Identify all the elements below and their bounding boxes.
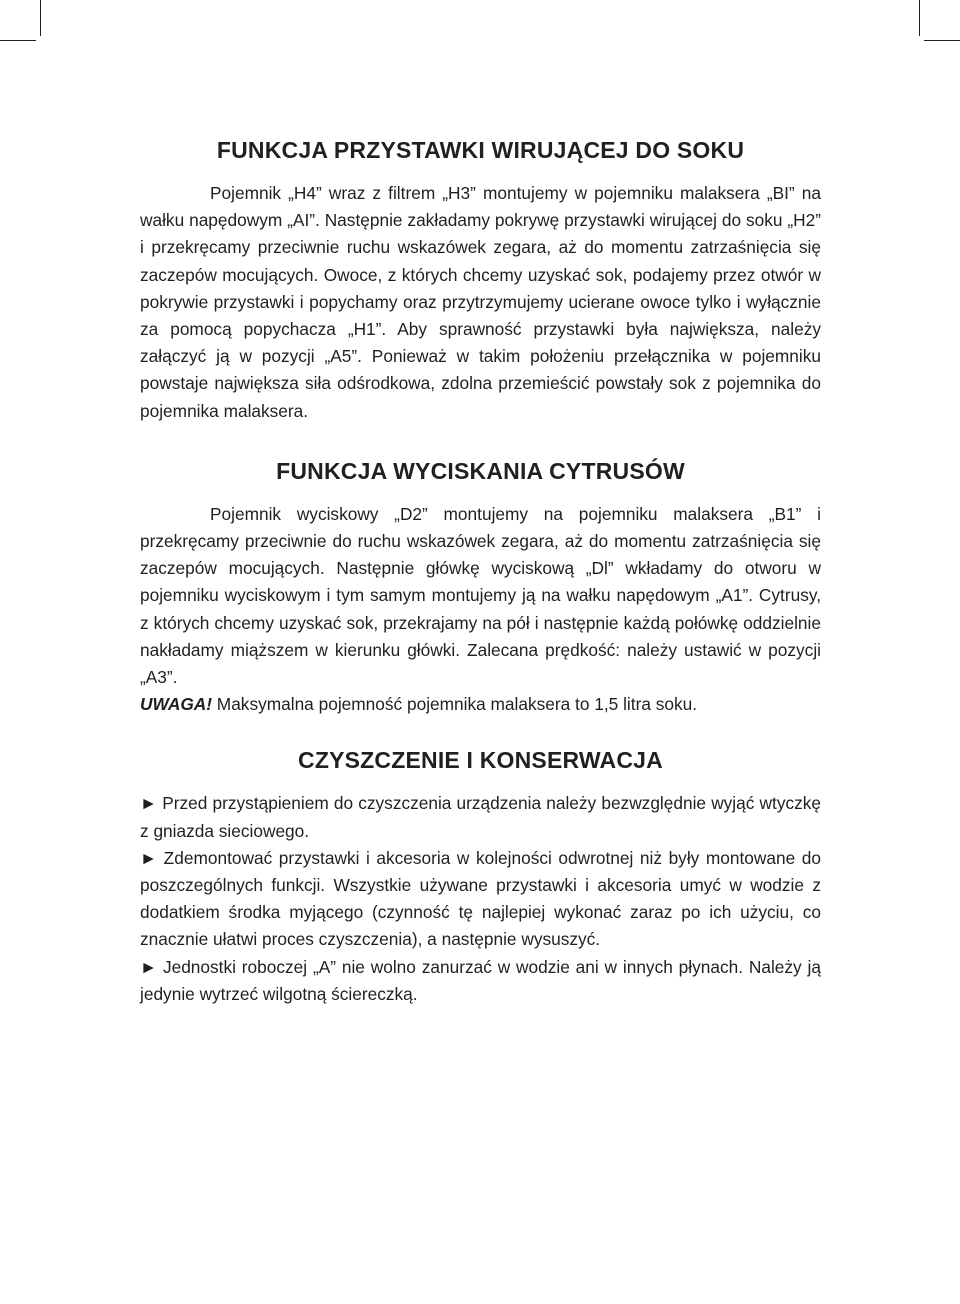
section-citrus-press <box>140 451 821 719</box>
section-title-cleaning: CZYSZCZENIE I KONSERWACJA <box>298 747 663 774</box>
cleaning-bullet-3: ► Jednostki roboczej „A” nie wolno zanurzać w wodzie ani w innych płynach. Należy ją jedynie wytrzeć wilgotną ściereczką. <box>140 956 821 1004</box>
paragraph-citrus-press: Pojemnik wyciskowy „D2” montujemy na pojemniku malaksera „B1” i przekręcamy przeciwnie do ruchu wskazówek zegara, aż do momentu zatrzaśnięcia się zaczepów mocujących. Następnie główkę wyciskową „Dl” wkładamy do otworu w pojemniku wyciskowym i tym samym montujemy ją na wałku napędowym „A1”. Cytrusy, z których chcemy uzyskać sok, przekrajamy na pół i następnie każdą połówkę oddzielnie nakładamy miąższem w kierunku główki. Zalecana prędkość: należy ustawić w pozycji „A3”. <box>140 503 821 688</box>
cleaning-bullet-2: ► Zdemontować przystawki i akcesoria w kolejności odwrotnej niż były montowane do poszczególnych funkcji. Wszystkie używane przystawki i akcesoria umyć w wodzie z dodatkiem środka myjącego (czynność tę najlepiej wykonać zaraz po ich użyciu, co znacznie ułatwi proces czyszczenia), a następnie wysuszyć. <box>140 847 821 950</box>
section-title-citrus-press: FUNKCJA WYCISKANIA CYTRUSÓW <box>276 457 685 484</box>
crop-mark-top-right-horizontal <box>924 40 960 41</box>
warning-text: Maksymalna pojemność pojemnika malaksera to 1,5 litra soku. <box>212 694 698 715</box>
section-cleaning <box>140 740 821 1008</box>
warning-label: UWAGA! <box>140 694 212 715</box>
crop-mark-top-left-horizontal <box>0 40 36 41</box>
crop-mark-top-left-vertical <box>40 0 41 36</box>
section-title-juicer: FUNKCJA PRZYSTAWKI WIRUJĄCEJ DO SOKU <box>216 137 745 163</box>
page-content <box>140 130 821 1008</box>
section-juicer <box>140 130 821 425</box>
paragraph-juicer: Pojemnik „H4” wraz z filtrem „H3” montujemy w pojemniku malaksera „BI” na wałku napędowym „AI”. Następnie zakładamy pokrywę przystawki wirującej do soku „H2” i przekręcamy przeciwnie ruchu wskazówek zegara, aż do momentu zatrzaśnięcia się zaczepów mocujących. Owoce, z których chcemy uzyskać sok, podajemy przez otwór w pokrywie przystawki i popychamy oraz przytrzymujemy ucierane owoce tylko i wyłącznie za pomocą popychacza „H1”. Aby sprawność przystawki była największa, należy załączyć ją w pozycji „A5”. Ponieważ w takim położeniu przełącznika w pojemniku powstaje największa siła odśrodkowa, zdolna przemieścić powstały sok z pojemnika do pojemnika malaksera. <box>140 183 821 421</box>
crop-mark-top-right-vertical <box>919 0 920 36</box>
cleaning-bullet-1: ► Przed przystąpieniem do czyszczenia urządzenia należy bezwzględnie wyjąć wtyczkę z gniazda sieciowego. <box>140 793 821 841</box>
warning-line <box>140 691 821 718</box>
